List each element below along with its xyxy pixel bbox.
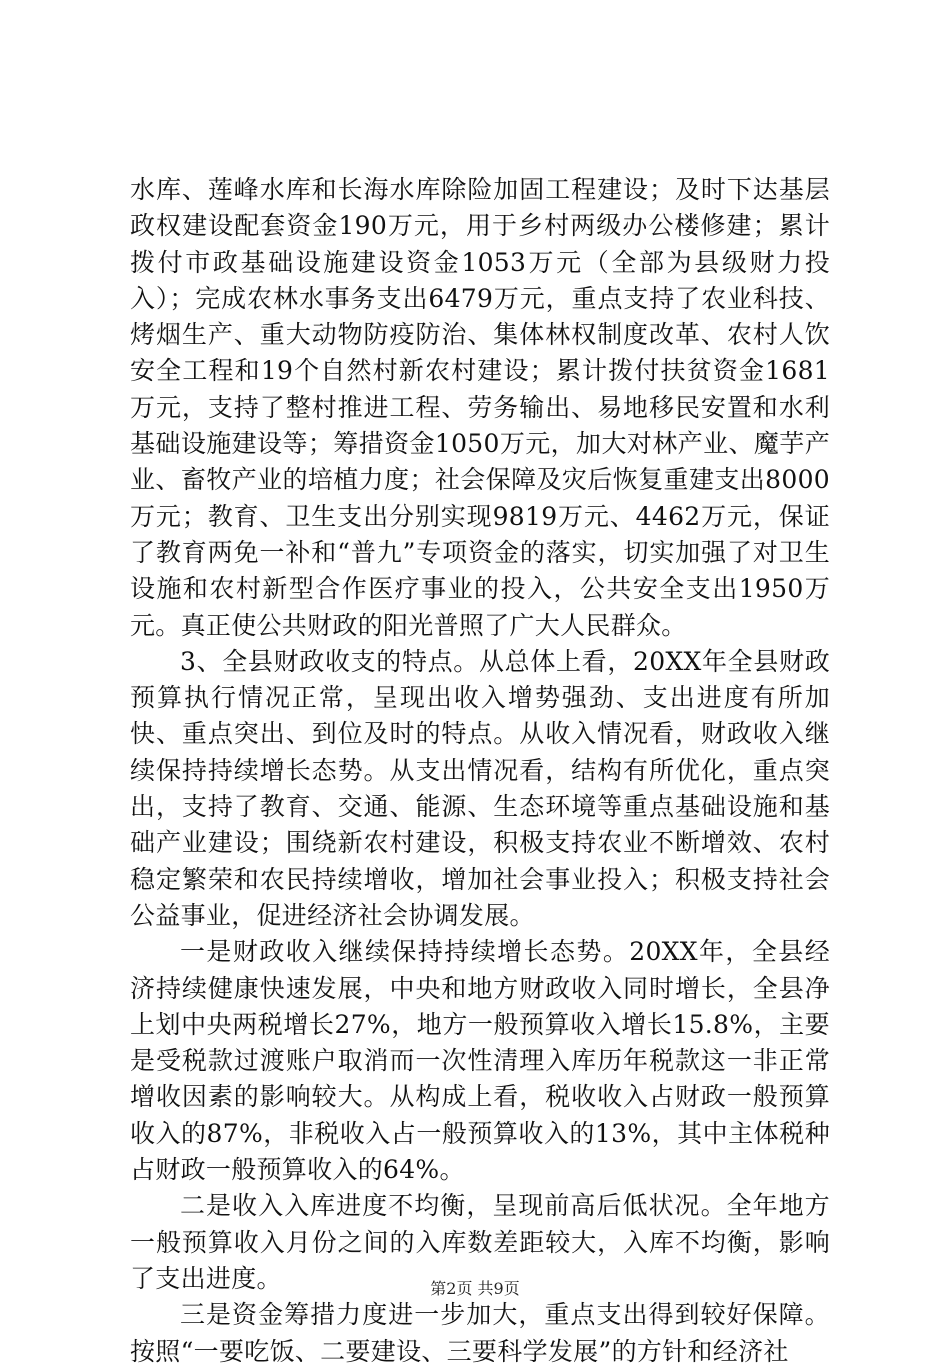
paragraph-fund-raising: 三是资金筹措力度进一步加大，重点支出得到较好保障。按照“一要吃饭、二要建设、三要科学发展”的方针和经济社 [130,1300,830,1366]
body-text [130,172,830,1370]
paragraph-continuation: 水库、莲峰水库和长海水库除险加固工程建设；及时下达基层政权建设配套资金190万元，用于乡村两级办公楼修建；累计拨付市政基础设施建设资金1053万元（全部为县级财力投入）；完成农林水事务支出6479万元，重点支持了农业科技、烤烟生产、重大动物防疫防治、集体林权制度改革、农村人饮安全工程和19个自然村新农村建设；累计拨付扶贫资金1681万元，支持了整村推进工程、劳务输出、易地移民安置和水利基础设施建设等；筹措资金1050万元，加大对林产业、魔芋产业、畜牧产业的培植力度；社会保障及灾后恢复重建支出8000万元；教育、卫生支出分别实现9819万元、4462万元，保证了教育两免一补和“普九”专项资金的落实，切实加强了对卫生设施和农村新型合作医疗事业的投入，公共安全支出1950万元。真正使公共财政的阳光普照了广大人民群众。 [130,175,830,640]
paragraph-revenue-imbalance: 二是收入入库进度不均衡，呈现前高后低状况。全年地方一般预算收入月份之间的入库数差距较大，入库不均衡，影响了支出进度。 [130,1191,830,1293]
page-footer: 第2页 共9页 [430,1279,520,1298]
paragraph-revenue-growth: 一是财政收入继续保持持续增长态势。20XX年，全县经济持续健康快速发展，中央和地方财政收入同时增长，全县净上划中央两税增长27%，地方一般预算收入增长15.8%，主要是受税款过渡账户取消而一次性清理入库历年税款这一非正常增收因素的影响较大。从构成上看，税收收入占财政一般预算收入的87%，非税收入占一般预算收入的13%，其中主体税种占财政一般预算收入的64%。 [130,937,830,1185]
paragraph-fiscal-features: 3、全县财政收支的特点。从总体上看，20XX年全县财政预算执行情况正常，呈现出收入增势强劲、支出进度有所加快、重点突出、到位及时的特点。从收入情况看，财政收入继续保持持续增长态势。从支出情况看，结构有所优化，重点突出，支持了教育、交通、能源、生态环境等重点基础设施和基础产业建设；围绕新农村建设，积极支持农业不断增效、农村稳定繁荣和农民持续增收，增加社会事业投入；积极支持社会公益事业，促进经济社会协调发展。 [130,646,830,930]
